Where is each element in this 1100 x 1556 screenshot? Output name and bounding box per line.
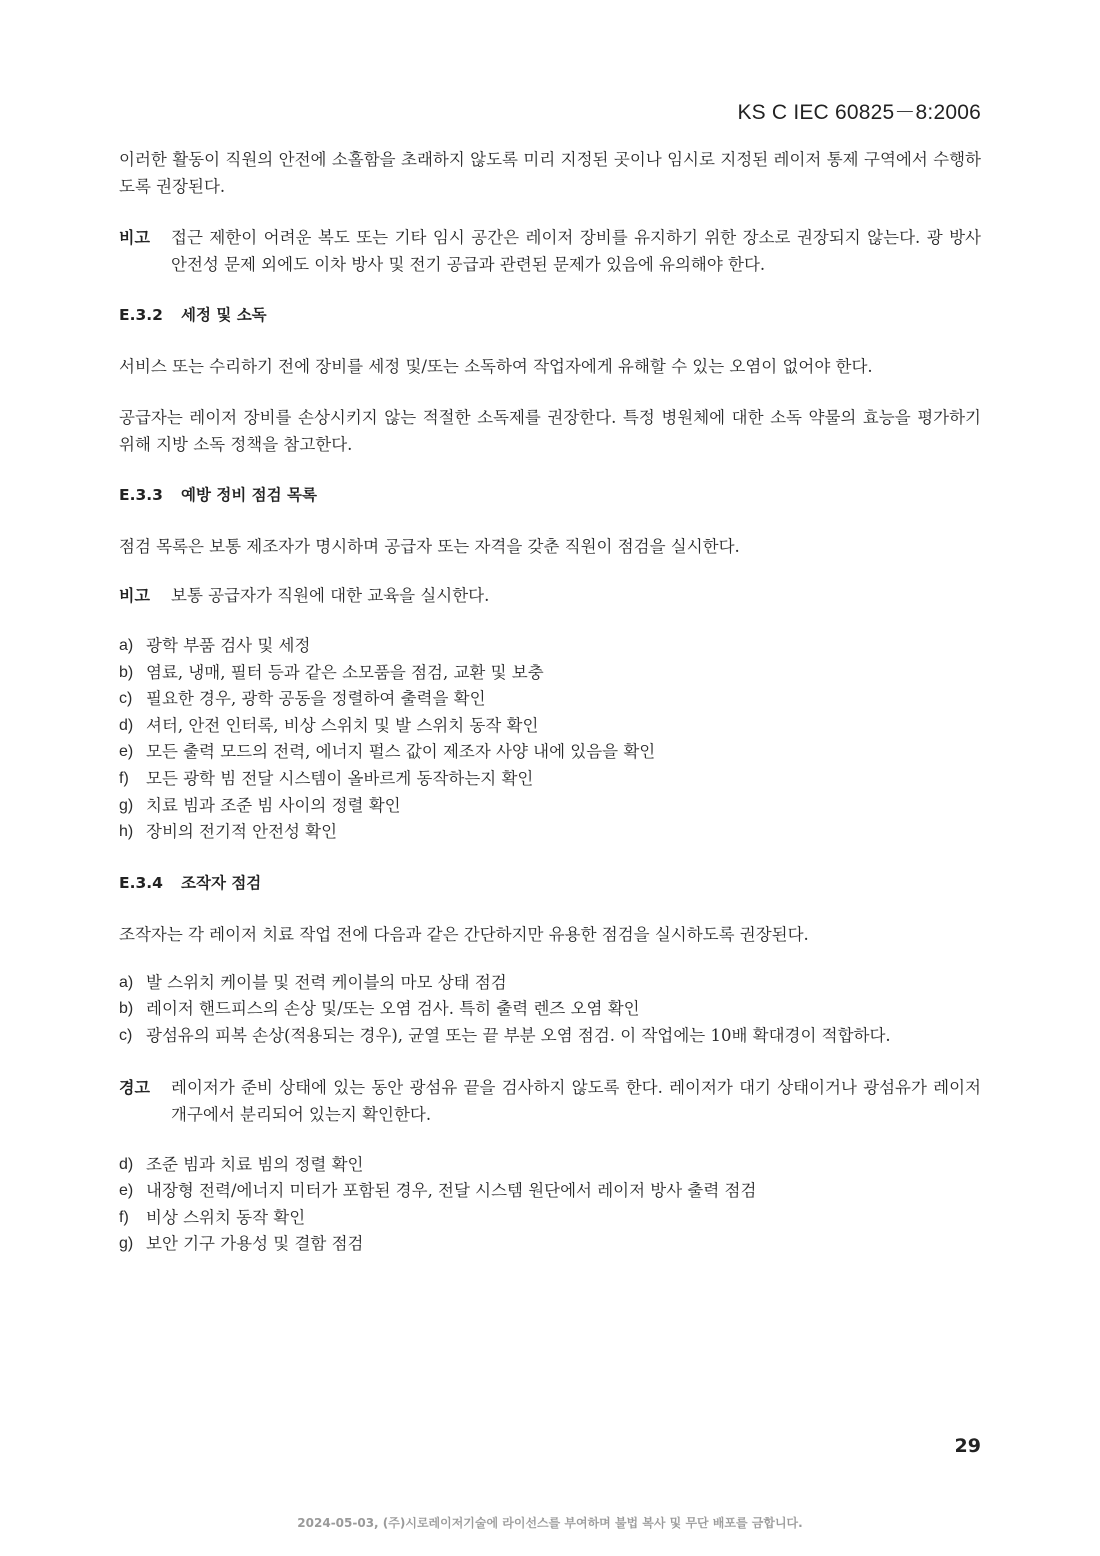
warning-text: 레이저가 준비 상태에 있는 동안 광섬유 끝을 검사하지 않도록 한다. 레이저가 대기 상태이거나 광섬유가 레이저 개구에서 분리되어 있는지 확인한다. [171,1077,981,1124]
list-item [119,766,981,793]
list-marker: f) [119,769,129,787]
list-marker: e) [119,1182,134,1200]
list-marker: e) [119,743,134,761]
license-footer: 2024-05-03, (주)시로레이저기술에 라이선스를 부여하며 불법 복사 및 무단 배포를 금합니다. [297,1516,803,1530]
list-item [119,739,981,766]
e34-checklist-part1 [119,970,981,1050]
list-item [119,970,981,997]
list-marker: h) [119,823,134,841]
list-marker: b) [119,1000,134,1018]
standard-code: KS C IEC 60825－8:2006 [737,101,981,124]
section-number: E.3.2 [119,306,163,324]
note-label: 비고 [119,228,150,247]
intro-note [119,224,981,278]
e34-warning [119,1074,981,1128]
list-text: 필요한 경우, 광학 공동을 정렬하여 출력을 확인 [146,689,486,709]
list-marker: c) [119,690,133,708]
list-text: 모든 출력 모드의 전력, 에너지 펄스 값이 제조자 사양 내에 있음을 확인 [146,742,656,762]
list-text: 비상 스위치 동작 확인 [146,1207,306,1227]
list-marker: d) [119,1155,134,1173]
section-title: 예방 정비 점검 목록 [181,486,317,504]
list-text: 치료 빔과 조준 빔 사이의 정렬 확인 [146,795,401,815]
note-label: 비고 [119,586,150,605]
list-text: 셔터, 안전 인터록, 비상 스위치 및 발 스위치 동작 확인 [146,715,539,735]
list-item [119,1023,981,1050]
section-heading-e33 [119,482,981,509]
list-item [119,633,981,660]
list-text: 보안 기구 가용성 및 결함 점검 [146,1234,364,1254]
list-text: 레이저 핸드피스의 손상 및/또는 오염 검사. 특히 출력 렌즈 오염 확인 [146,999,640,1019]
list-text: 내장형 전력/에너지 미터가 포함된 경우, 전달 시스템 원단에서 레이저 방사 출력 점검 [146,1181,757,1201]
e34-paragraph: 조작자는 각 레이저 치료 작업 전에 다음과 같은 간단하지만 유용한 점검을 실시하도록 권장된다. [119,924,809,944]
list-marker: c) [119,1026,133,1044]
warning-label: 경고 [119,1077,150,1097]
e33-paragraph: 점검 목록은 보통 제조자가 명시하며 공급자 또는 자격을 갖춘 직원이 점검을 실시한다. [119,537,740,556]
e33-checklist [119,633,981,846]
list-item [119,996,981,1023]
list-text: 광학 부품 검사 및 세정 [146,636,311,655]
list-item [119,686,981,713]
list-item [119,660,981,687]
list-item [119,793,981,820]
list-item [119,1205,981,1232]
list-text: 염료, 냉매, 필터 등과 같은 소모품을 점검, 교환 및 보충 [146,662,544,682]
list-text: 발 스위치 케이블 및 전력 케이블의 마모 상태 점검 [146,972,507,992]
section-heading-e32 [119,302,981,329]
list-marker: g) [119,1235,134,1253]
list-text: 장비의 전기적 안전성 확인 [146,822,338,842]
document-body [119,146,981,1258]
list-marker: b) [119,663,134,681]
section-number: E.3.3 [119,486,163,504]
section-title: 조작자 점검 [181,873,262,892]
intro-paragraph: 이러한 활동이 직원의 안전에 소홀함을 초래하지 않도록 미리 지정된 곳이나 임시로 지정된 레이저 통제 구역에서 수행하도록 권장된다. [119,150,981,196]
note-text: 보통 공급자가 직원에 대한 교육을 실시한다. [171,586,490,605]
list-marker: a) [119,973,134,991]
e33-note [119,582,981,609]
section-title: 세정 및 소독 [181,306,267,324]
page-number: 29 [954,1435,981,1457]
list-item [119,1152,981,1179]
document-page [119,0,981,1556]
list-text: 조준 빔과 치료 빔의 정렬 확인 [146,1154,364,1174]
list-item [119,1178,981,1205]
list-marker: g) [119,796,134,814]
e34-checklist-part2 [119,1152,981,1258]
list-item [119,713,981,740]
section-heading-e34 [119,870,981,897]
note-text: 접근 제한이 어려운 복도 또는 기타 임시 공간은 레이저 장비를 유지하기 위한 장소로 권장되지 않는다. 광 방사 안전성 문제 외에도 이차 방사 및 전기 공급과 관련된 문제가 있음에 유의해야 한다. [171,228,981,274]
list-marker: a) [119,637,134,654]
list-item [119,819,981,846]
list-marker: f) [119,1208,129,1226]
e32-paragraph-2: 공급자는 레이저 장비를 손상시키지 않는 적절한 소독제를 권장한다. 특정 병원체에 대한 소독 약물의 효능을 평가하기 위해 지방 소독 정책을 참고한다. [119,408,981,454]
list-marker: d) [119,716,134,734]
list-text: 모든 광학 빔 전달 시스템이 올바르게 동작하는지 확인 [146,768,534,788]
list-text: 광섬유의 피복 손상(적용되는 경우), 균열 또는 끝 부분 오염 점검. 이 작업에는 10배 확대경이 적합하다. [146,1025,891,1045]
list-item [119,1231,981,1258]
e32-paragraph-1: 서비스 또는 수리하기 전에 장비를 세정 및/또는 소독하여 작업자에게 유해할 수 있는 오염이 없어야 한다. [119,357,873,376]
section-number: E.3.4 [119,873,163,892]
